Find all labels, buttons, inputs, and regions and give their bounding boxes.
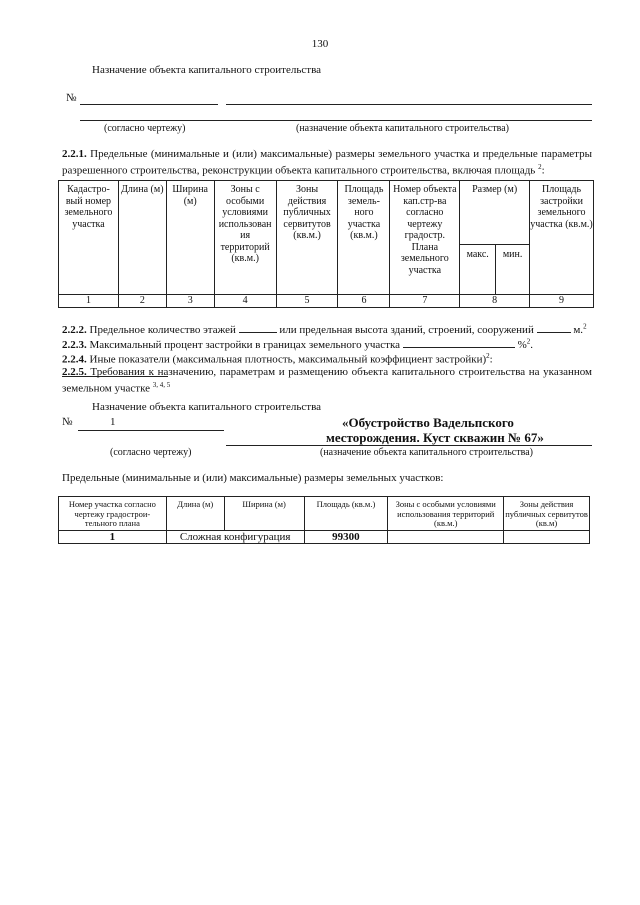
t2-row-config: Сложная конфигурация — [166, 531, 304, 544]
t1-h-built-area: Площадь застройки земельного участка (кв.м.) — [530, 181, 594, 295]
p223-end: . — [530, 339, 533, 351]
t1-n8: 8 — [460, 295, 530, 308]
t1-h-object-number: Номер объекта кап.стр-ва согласно чертежу градостр. Плана земельного участка — [390, 181, 460, 295]
t1-n4: 4 — [214, 295, 276, 308]
table2-header-row — [59, 497, 590, 531]
t2-row-area: 99300 — [304, 531, 388, 544]
p224-end: : — [489, 353, 493, 366]
section1-purpose-line — [226, 104, 592, 105]
t1-n9: 9 — [530, 295, 594, 308]
p221-end: : — [541, 164, 545, 177]
p225-text: Требования к назначению, параметрам и размещению объекта капитального строительства на указанном земельном участке — [62, 366, 592, 395]
t1-n2: 2 — [118, 295, 166, 308]
p222-sup: 2 — [583, 322, 587, 331]
section1-caption-left: (согласно чертежу) — [104, 123, 186, 134]
t1-h-area: Площадь земель-ного участка (кв.м.) — [338, 181, 390, 295]
paragraph-2-2-1 — [62, 148, 592, 178]
t2-h-number: Номер участка согласно чертежу градострои-тельного плана — [59, 497, 167, 531]
paragraph-2-2-5 — [62, 366, 592, 396]
t1-h-zones-servitude: Зоны действия публичных сервитутов (кв.м.) — [276, 181, 338, 295]
p224-sup: 2 — [486, 352, 490, 360]
section2-caption-left: (согласно чертежу) — [110, 447, 192, 458]
t1-h-width: Ширина (м) — [166, 181, 214, 295]
table1-number-row — [59, 295, 594, 308]
p223-blank — [403, 337, 515, 348]
t1-h-length: Длина (м) — [118, 181, 166, 295]
p224-text: Иные показатели (максимальная плотность, максимальный коэффициент застройки) — [86, 353, 487, 366]
parameters-table — [58, 180, 594, 308]
t1-n6: 6 — [338, 295, 390, 308]
t2-h-length: Длина (м) — [166, 497, 224, 531]
t1-h-max: макс. — [460, 245, 496, 295]
section2-number-line — [78, 430, 224, 431]
section1-number-prefix: № — [66, 92, 77, 104]
p221-text: Предельные (минимальные и (или) максимальные) размеры земельного участка и предельные параметры разрешенного строительства, реконструкции объекта капитального строительства, включая площадь — [62, 148, 592, 177]
section1-heading: Назначение объекта капитального строительства — [92, 64, 322, 76]
section2-title-line1: «Обустройство Вадельпского — [342, 415, 514, 430]
table2-row — [59, 531, 590, 544]
section1-caption-right: (назначение объекта капитального строительства) — [296, 123, 509, 134]
p221-num: 2.2.1. — [62, 148, 87, 160]
paragraph-2-2-2 — [62, 322, 592, 336]
p222-unit: м. — [573, 324, 584, 336]
t1-n5: 5 — [276, 295, 338, 308]
section2-heading: Назначение объекта капитального строительства — [92, 401, 322, 413]
t1-h-min: мин. — [496, 245, 530, 295]
section2-purpose-line — [226, 445, 592, 446]
p221-sup: 2 — [538, 163, 542, 171]
p225-sup: 3, 4, 5 — [152, 381, 171, 389]
t1-n7: 7 — [390, 295, 460, 308]
t2-h-zones-special: Зоны с особыми условиями использования территорий (кв.м.) — [388, 497, 504, 531]
t2-row-servitude — [504, 531, 590, 544]
section2-title-line2: месторождения. Куст скважин № 67» — [326, 430, 544, 445]
t1-h-zones-special: Зоны с особыми условиями использован ия территорий (кв.м.) — [214, 181, 276, 295]
p222-text-b: или предельная высота зданий, строений, сооружений — [279, 324, 534, 336]
page-number: 130 — [311, 38, 329, 50]
paragraph-2-2-3 — [62, 337, 592, 351]
p225-num: 2.2.5. — [62, 366, 87, 378]
section1-purpose-line-2 — [80, 120, 592, 121]
section2-number: 1 — [110, 416, 116, 428]
p223-num: 2.2.3. — [62, 339, 87, 351]
p223-unit: % — [517, 339, 527, 351]
t2-row-number: 1 — [59, 531, 167, 544]
p223-text: Максимальный процент застройки в границах земельного участка — [86, 339, 401, 351]
p222-num: 2.2.2. — [62, 324, 87, 336]
p222-floors-blank — [239, 322, 277, 333]
sizes-label: Предельные (минимальные и (или) максимальные) размеры земельных участков: — [62, 472, 444, 484]
t2-h-width: Ширина (м) — [224, 497, 304, 531]
land-plot-table — [58, 496, 590, 544]
section2-caption-right: (назначение объекта капитального строительства) — [320, 447, 533, 458]
t1-n1: 1 — [59, 295, 119, 308]
section1-number-line — [80, 104, 218, 105]
t1-n3: 3 — [166, 295, 214, 308]
t2-row-zones — [388, 531, 504, 544]
t1-h-size: Размер (м) — [460, 181, 530, 245]
section2-number-prefix: № — [62, 416, 73, 428]
p222-text-a: Предельное количество этажей — [86, 324, 236, 336]
t2-h-zones-servitude: Зоны действия публичных сервитутов (кв.м) — [504, 497, 590, 531]
p224-num: 2.2.4. — [62, 353, 87, 366]
t1-h-cadastral: Кадастро-вый номер земельного участка — [59, 181, 119, 295]
t2-h-area: Площадь (кв.м.) — [304, 497, 388, 531]
table1-header-row — [59, 181, 594, 245]
p223-sup: 2 — [526, 337, 531, 346]
p222-height-blank — [537, 322, 571, 333]
